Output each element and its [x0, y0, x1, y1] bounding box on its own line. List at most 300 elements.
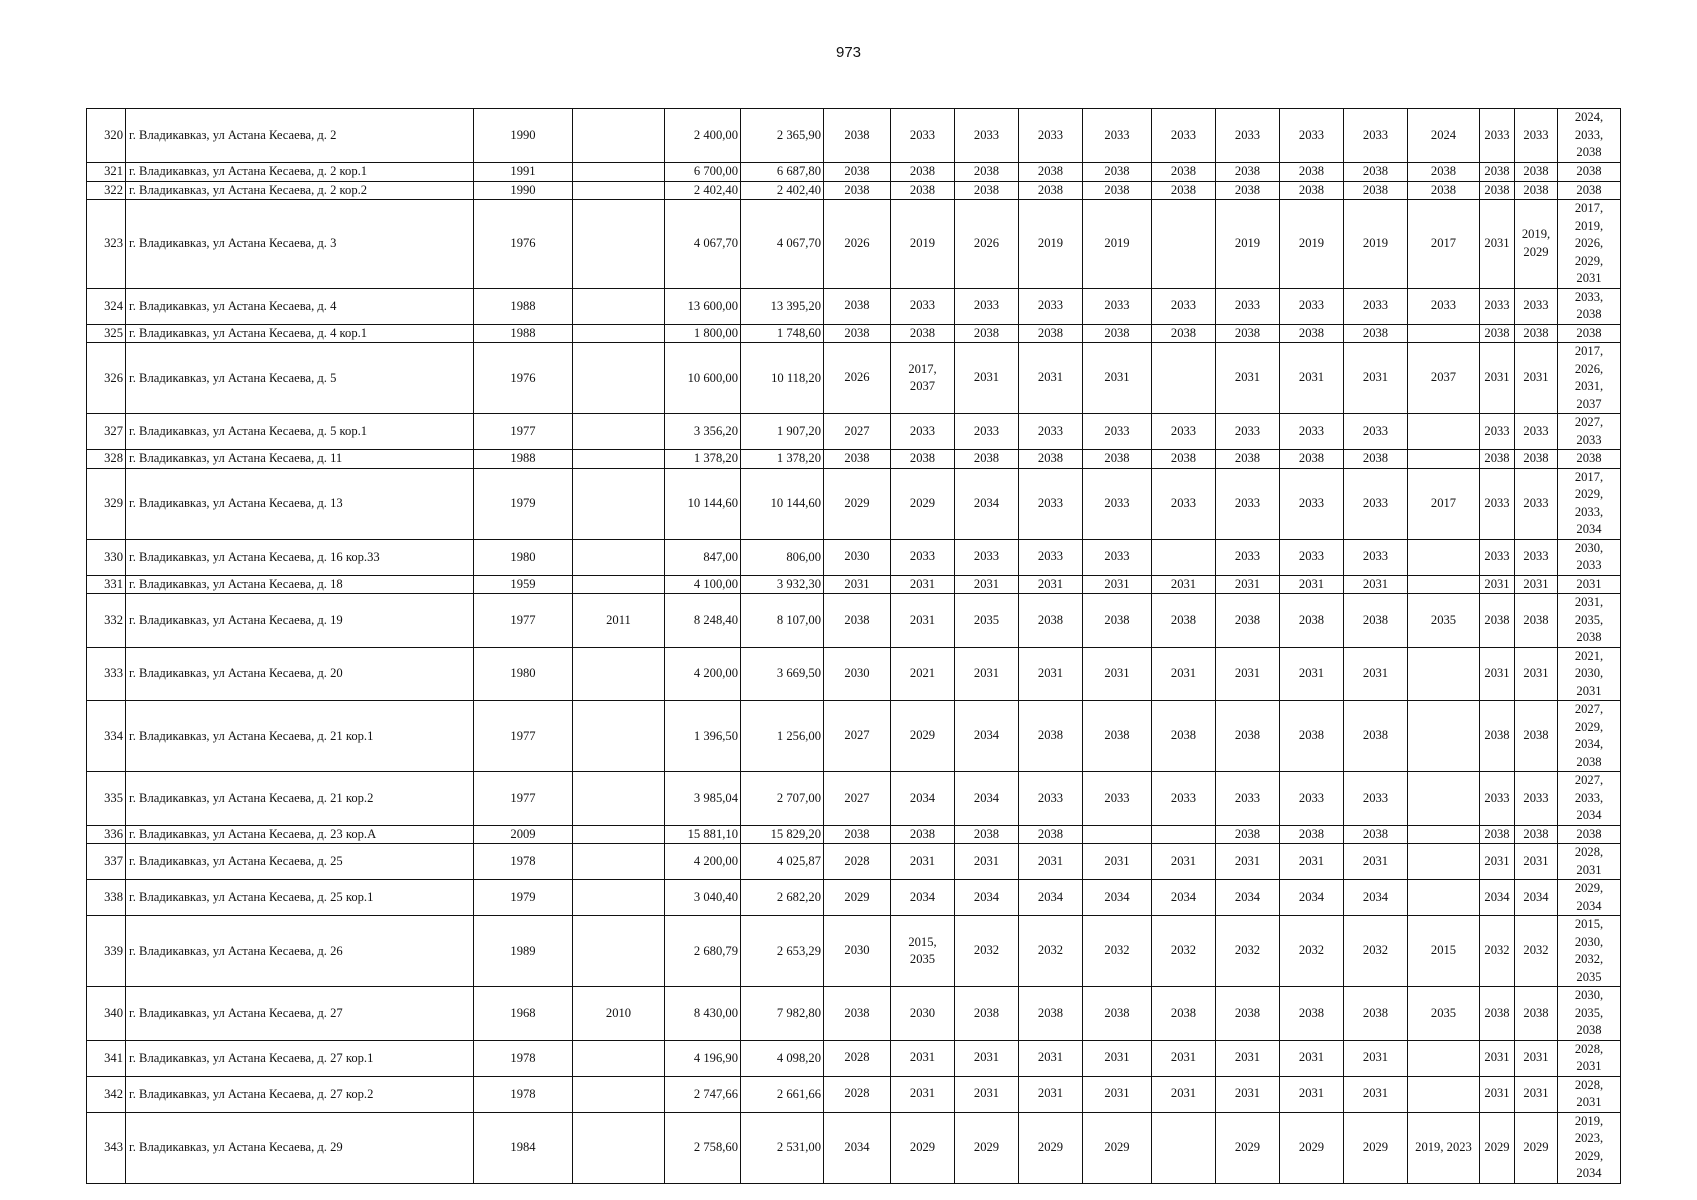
build-year-cell: 1979 — [474, 880, 573, 916]
table-row — [87, 200, 1621, 289]
repair-year-cell: 2031 — [1344, 575, 1408, 594]
repair-year-cell: 2030, 2033 — [1558, 539, 1621, 575]
repair-year-cell: 2038 — [1280, 987, 1344, 1041]
build-year-cell: 1980 — [474, 647, 573, 701]
renovation-year-cell — [573, 1112, 665, 1183]
repair-year-cell: 2034 — [824, 1112, 891, 1183]
repair-year-cell: 2033 — [1480, 539, 1515, 575]
repair-year-cell: 2029 — [891, 468, 955, 539]
repair-year-cell: 2034 — [955, 772, 1019, 826]
living-area-cell: 10 144,60 — [741, 468, 824, 539]
repair-year-cell: 2019, 2023 — [1408, 1112, 1480, 1183]
table-row — [87, 701, 1621, 772]
build-year-cell: 1988 — [474, 324, 573, 343]
repair-year-cell: 2026 — [824, 200, 891, 289]
total-area-cell: 4 196,90 — [665, 1040, 741, 1076]
repair-year-cell: 2038 — [1216, 701, 1280, 772]
repair-year-cell: 2033 — [891, 109, 955, 163]
repair-year-cell — [1408, 539, 1480, 575]
repair-year-cell: 2038 — [824, 181, 891, 200]
table-row — [87, 539, 1621, 575]
repair-year-cell: 2038 — [1152, 594, 1216, 648]
repair-year-cell: 2038 — [1280, 450, 1344, 469]
address-cell: г. Владикавказ, ул Астана Кесаева, д. 5 — [126, 343, 474, 414]
table-row — [87, 1040, 1621, 1076]
row-number-cell: 325 — [87, 324, 126, 343]
repair-year-cell: 2019 — [1019, 200, 1083, 289]
repair-year-cell: 2033 — [1344, 468, 1408, 539]
repair-year-cell: 2033 — [1019, 468, 1083, 539]
repair-year-cell: 2038 — [1083, 181, 1152, 200]
repair-year-cell: 2034 — [891, 880, 955, 916]
row-number-cell: 341 — [87, 1040, 126, 1076]
repair-year-cell: 2031 — [1280, 844, 1344, 880]
repair-year-cell: 2038 — [891, 825, 955, 844]
repair-year-cell: 2017, 2037 — [891, 343, 955, 414]
repair-year-cell: 2033 — [955, 414, 1019, 450]
living-area-cell: 4 098,20 — [741, 1040, 824, 1076]
living-area-cell: 8 107,00 — [741, 594, 824, 648]
repair-year-cell: 2026 — [824, 343, 891, 414]
renovation-year-cell — [573, 468, 665, 539]
repair-year-cell: 2027 — [824, 701, 891, 772]
repair-year-cell: 2019 — [891, 200, 955, 289]
living-area-cell: 806,00 — [741, 539, 824, 575]
repair-year-cell: 2029 — [955, 1112, 1019, 1183]
repair-year-cell: 2038 — [891, 450, 955, 469]
repair-year-cell: 2031 — [1515, 647, 1558, 701]
repair-year-cell: 2031 — [891, 1076, 955, 1112]
repair-year-cell: 2033 — [1083, 288, 1152, 324]
renovation-year-cell — [573, 200, 665, 289]
repair-year-cell: 2038 — [1408, 181, 1480, 200]
build-year-cell: 1978 — [474, 844, 573, 880]
repair-year-cell: 2038 — [1216, 181, 1280, 200]
total-area-cell: 8 430,00 — [665, 987, 741, 1041]
repair-year-cell: 2038 — [1558, 324, 1621, 343]
repair-year-cell — [1408, 1076, 1480, 1112]
repair-year-cell — [1408, 701, 1480, 772]
repair-year-cell: 2038 — [1480, 324, 1515, 343]
repair-year-cell: 2031 — [891, 594, 955, 648]
living-area-cell: 3 669,50 — [741, 647, 824, 701]
table-row — [87, 772, 1621, 826]
repair-year-cell: 2033 — [1019, 288, 1083, 324]
repair-year-cell — [1408, 1040, 1480, 1076]
repair-year-cell: 2038 — [1280, 181, 1344, 200]
renovation-year-cell — [573, 181, 665, 200]
repair-year-cell: 2032 — [1344, 916, 1408, 987]
repair-year-cell — [1408, 414, 1480, 450]
repair-year-cell: 2029 — [824, 468, 891, 539]
repair-year-cell: 2033 — [955, 539, 1019, 575]
row-number-cell: 343 — [87, 1112, 126, 1183]
repair-year-cell: 2029 — [1515, 1112, 1558, 1183]
renovation-year-cell — [573, 647, 665, 701]
repair-year-cell: 2038 — [1216, 163, 1280, 182]
repair-year-cell: 2034 — [1480, 880, 1515, 916]
table-row — [87, 109, 1621, 163]
repair-year-cell: 2031 — [1280, 343, 1344, 414]
repair-year-cell: 2033 — [1019, 539, 1083, 575]
row-number-cell: 337 — [87, 844, 126, 880]
living-area-cell: 2 707,00 — [741, 772, 824, 826]
repair-year-cell: 2038 — [1152, 701, 1216, 772]
repair-year-cell: 2027, 2029, 2034, 2038 — [1558, 701, 1621, 772]
living-area-cell: 2 653,29 — [741, 916, 824, 987]
repair-year-cell: 2033 — [1344, 109, 1408, 163]
repair-year-cell: 2038 — [1344, 163, 1408, 182]
total-area-cell: 4 200,00 — [665, 844, 741, 880]
repair-year-cell: 2031 — [1019, 575, 1083, 594]
repair-year-cell: 2032 — [1019, 916, 1083, 987]
repair-year-cell: 2028 — [824, 844, 891, 880]
repair-year-cell: 2031 — [1515, 844, 1558, 880]
repair-year-cell: 2038 — [1019, 987, 1083, 1041]
repair-year-cell: 2033 — [891, 414, 955, 450]
repair-year-cell: 2027, 2033 — [1558, 414, 1621, 450]
repair-year-cell: 2033 — [1152, 414, 1216, 450]
address-cell: г. Владикавказ, ул Астана Кесаева, д. 11 — [126, 450, 474, 469]
repair-year-cell: 2038 — [1480, 181, 1515, 200]
repair-year-cell: 2038 — [1083, 450, 1152, 469]
repair-year-cell: 2015, 2035 — [891, 916, 955, 987]
repair-year-cell: 2038 — [1515, 594, 1558, 648]
row-number-cell: 338 — [87, 880, 126, 916]
build-year-cell: 1984 — [474, 1112, 573, 1183]
repair-year-cell: 2029 — [891, 701, 955, 772]
repair-year-cell: 2031 — [1083, 343, 1152, 414]
repair-year-cell: 2038 — [1216, 825, 1280, 844]
repair-year-cell: 2033 — [1019, 772, 1083, 826]
repair-year-cell: 2038 — [1216, 594, 1280, 648]
repair-year-cell — [1408, 647, 1480, 701]
repair-year-cell — [1408, 324, 1480, 343]
table-row — [87, 450, 1621, 469]
repair-year-cell: 2033 — [1083, 109, 1152, 163]
repair-year-cell: 2038 — [955, 987, 1019, 1041]
row-number-cell: 321 — [87, 163, 126, 182]
address-cell: г. Владикавказ, ул Астана Кесаева, д. 5 кор.1 — [126, 414, 474, 450]
repair-year-cell: 2033 — [1280, 539, 1344, 575]
repair-year-cell: 2033 — [1480, 468, 1515, 539]
renovation-year-cell — [573, 324, 665, 343]
housing-table — [86, 108, 1621, 1184]
renovation-year-cell — [573, 844, 665, 880]
repair-year-cell: 2033 — [1083, 414, 1152, 450]
renovation-year-cell — [573, 825, 665, 844]
living-area-cell: 1 378,20 — [741, 450, 824, 469]
repair-year-cell: 2029 — [1216, 1112, 1280, 1183]
address-cell: г. Владикавказ, ул Астана Кесаева, д. 21 кор.1 — [126, 701, 474, 772]
repair-year-cell: 2029 — [1280, 1112, 1344, 1183]
repair-year-cell: 2038 — [1019, 825, 1083, 844]
total-area-cell: 8 248,40 — [665, 594, 741, 648]
repair-year-cell: 2037 — [1408, 343, 1480, 414]
renovation-year-cell — [573, 414, 665, 450]
repair-year-cell: 2017 — [1408, 200, 1480, 289]
repair-year-cell: 2019 — [1344, 200, 1408, 289]
table-row — [87, 1076, 1621, 1112]
total-area-cell: 2 680,79 — [665, 916, 741, 987]
repair-year-cell: 2031 — [1152, 647, 1216, 701]
repair-year-cell — [1152, 1112, 1216, 1183]
repair-year-cell: 2033 — [1152, 288, 1216, 324]
repair-year-cell: 2027 — [824, 414, 891, 450]
address-cell: г. Владикавказ, ул Астана Кесаева, д. 13 — [126, 468, 474, 539]
repair-year-cell: 2031 — [1515, 343, 1558, 414]
repair-year-cell — [1152, 343, 1216, 414]
table-row — [87, 880, 1621, 916]
repair-year-cell: 2031 — [1152, 844, 1216, 880]
build-year-cell: 1977 — [474, 701, 573, 772]
total-area-cell: 2 402,40 — [665, 181, 741, 200]
repair-year-cell: 2029, 2034 — [1558, 880, 1621, 916]
total-area-cell: 10 144,60 — [665, 468, 741, 539]
repair-year-cell: 2038 — [1558, 163, 1621, 182]
address-cell: г. Владикавказ, ул Астана Кесаева, д. 19 — [126, 594, 474, 648]
repair-year-cell: 2031 — [891, 1040, 955, 1076]
repair-year-cell: 2031 — [1083, 1076, 1152, 1112]
repair-year-cell: 2033 — [1344, 772, 1408, 826]
repair-year-cell: 2031 — [1480, 343, 1515, 414]
repair-year-cell: 2031 — [1558, 575, 1621, 594]
repair-year-cell — [1408, 880, 1480, 916]
repair-year-cell: 2038 — [1019, 450, 1083, 469]
repair-year-cell: 2028, 2031 — [1558, 844, 1621, 880]
repair-year-cell: 2038 — [1344, 324, 1408, 343]
repair-year-cell: 2031 — [1515, 1040, 1558, 1076]
repair-year-cell: 2033 — [1515, 539, 1558, 575]
build-year-cell: 1989 — [474, 916, 573, 987]
living-area-cell: 1 748,60 — [741, 324, 824, 343]
repair-year-cell: 2034 — [955, 880, 1019, 916]
address-cell: г. Владикавказ, ул Астана Кесаева, д. 27 кор.1 — [126, 1040, 474, 1076]
renovation-year-cell — [573, 1076, 665, 1112]
repair-year-cell: 2033 — [1480, 109, 1515, 163]
table-row — [87, 1112, 1621, 1183]
renovation-year-cell — [573, 343, 665, 414]
repair-year-cell: 2038 — [1480, 825, 1515, 844]
table-row — [87, 324, 1621, 343]
row-number-cell: 324 — [87, 288, 126, 324]
repair-year-cell: 2038 — [1019, 181, 1083, 200]
repair-year-cell: 2035 — [1408, 987, 1480, 1041]
repair-year-cell: 2038 — [1480, 594, 1515, 648]
repair-year-cell: 2030 — [824, 916, 891, 987]
row-number-cell: 331 — [87, 575, 126, 594]
table-row — [87, 825, 1621, 844]
build-year-cell: 1977 — [474, 772, 573, 826]
repair-year-cell: 2033 — [1216, 288, 1280, 324]
repair-year-cell: 2024 — [1408, 109, 1480, 163]
renovation-year-cell — [573, 539, 665, 575]
repair-year-cell: 2038 — [1558, 450, 1621, 469]
repair-year-cell: 2028 — [824, 1076, 891, 1112]
repair-year-cell: 2033 — [1216, 468, 1280, 539]
repair-year-cell: 2034 — [1019, 880, 1083, 916]
repair-year-cell: 2030 — [891, 987, 955, 1041]
repair-year-cell: 2032 — [955, 916, 1019, 987]
address-cell: г. Владикавказ, ул Астана Кесаева, д. 18 — [126, 575, 474, 594]
repair-year-cell: 2031 — [1019, 647, 1083, 701]
table-row — [87, 181, 1621, 200]
repair-year-cell: 2031 — [955, 1040, 1019, 1076]
row-number-cell: 323 — [87, 200, 126, 289]
table-row — [87, 575, 1621, 594]
living-area-cell: 2 402,40 — [741, 181, 824, 200]
repair-year-cell: 2032 — [1216, 916, 1280, 987]
repair-year-cell: 2038 — [1216, 450, 1280, 469]
renovation-year-cell — [573, 772, 665, 826]
repair-year-cell: 2021, 2030, 2031 — [1558, 647, 1621, 701]
repair-year-cell: 2038 — [1083, 594, 1152, 648]
repair-year-cell: 2038 — [891, 181, 955, 200]
build-year-cell: 1977 — [474, 414, 573, 450]
repair-year-cell: 2031 — [1480, 844, 1515, 880]
repair-year-cell: 2031 — [1344, 844, 1408, 880]
total-area-cell: 3 040,40 — [665, 880, 741, 916]
repair-year-cell: 2031 — [1216, 647, 1280, 701]
repair-year-cell: 2038 — [1152, 987, 1216, 1041]
repair-year-cell: 2033 — [955, 288, 1019, 324]
repair-year-cell: 2031 — [1216, 844, 1280, 880]
repair-year-cell: 2033 — [955, 109, 1019, 163]
living-area-cell: 3 932,30 — [741, 575, 824, 594]
repair-year-cell: 2015, 2030, 2032, 2035 — [1558, 916, 1621, 987]
repair-year-cell: 2015 — [1408, 916, 1480, 987]
repair-year-cell: 2033 — [1152, 772, 1216, 826]
repair-year-cell: 2031 — [1083, 1040, 1152, 1076]
renovation-year-cell: 2010 — [573, 987, 665, 1041]
repair-year-cell: 2032 — [1280, 916, 1344, 987]
repair-year-cell: 2038 — [891, 163, 955, 182]
repair-year-cell: 2033 — [1216, 109, 1280, 163]
repair-year-cell: 2038 — [1216, 324, 1280, 343]
build-year-cell: 1978 — [474, 1040, 573, 1076]
repair-year-cell — [1408, 450, 1480, 469]
repair-year-cell: 2038 — [824, 324, 891, 343]
repair-year-cell: 2033 — [1408, 288, 1480, 324]
renovation-year-cell — [573, 880, 665, 916]
repair-year-cell: 2017, 2029, 2033, 2034 — [1558, 468, 1621, 539]
repair-year-cell: 2019 — [1216, 200, 1280, 289]
build-year-cell: 1988 — [474, 288, 573, 324]
renovation-year-cell: 2011 — [573, 594, 665, 648]
repair-year-cell: 2038 — [824, 163, 891, 182]
build-year-cell: 1979 — [474, 468, 573, 539]
build-year-cell: 2009 — [474, 825, 573, 844]
total-area-cell: 1 800,00 — [665, 324, 741, 343]
repair-year-cell: 2034 — [1152, 880, 1216, 916]
total-area-cell: 4 067,70 — [665, 200, 741, 289]
repair-year-cell: 2031 — [1480, 200, 1515, 289]
repair-year-cell: 2034 — [955, 701, 1019, 772]
repair-year-cell: 2033 — [1083, 772, 1152, 826]
repair-year-cell: 2031 — [1280, 1040, 1344, 1076]
repair-year-cell: 2031 — [1019, 844, 1083, 880]
build-year-cell: 1976 — [474, 200, 573, 289]
repair-year-cell: 2033 — [1280, 772, 1344, 826]
build-year-cell: 1988 — [474, 450, 573, 469]
repair-year-cell: 2019 — [1280, 200, 1344, 289]
repair-year-cell: 2031 — [1344, 343, 1408, 414]
total-area-cell: 1 378,20 — [665, 450, 741, 469]
repair-year-cell: 2030 — [824, 539, 891, 575]
repair-year-cell — [1152, 825, 1216, 844]
repair-year-cell: 2038 — [1083, 163, 1152, 182]
repair-year-cell: 2029 — [1480, 1112, 1515, 1183]
renovation-year-cell — [573, 163, 665, 182]
living-area-cell: 4 025,87 — [741, 844, 824, 880]
repair-year-cell: 2031 — [955, 844, 1019, 880]
repair-year-cell: 2033 — [1344, 414, 1408, 450]
repair-year-cell: 2038 — [955, 163, 1019, 182]
repair-year-cell: 2034 — [1515, 880, 1558, 916]
repair-year-cell: 2019 — [1083, 200, 1152, 289]
living-area-cell: 2 365,90 — [741, 109, 824, 163]
repair-year-cell: 2038 — [955, 450, 1019, 469]
repair-year-cell: 2028, 2031 — [1558, 1040, 1621, 1076]
build-year-cell: 1980 — [474, 539, 573, 575]
repair-year-cell: 2031 — [955, 1076, 1019, 1112]
repair-year-cell: 2029 — [1344, 1112, 1408, 1183]
repair-year-cell: 2031 — [955, 575, 1019, 594]
repair-year-cell: 2033 — [1280, 414, 1344, 450]
repair-year-cell: 2033 — [891, 288, 955, 324]
repair-year-cell: 2038 — [824, 825, 891, 844]
repair-year-cell: 2029 — [1083, 1112, 1152, 1183]
repair-year-cell — [1408, 772, 1480, 826]
total-area-cell: 3 985,04 — [665, 772, 741, 826]
repair-year-cell: 2038 — [1019, 594, 1083, 648]
repair-year-cell: 2038 — [1216, 987, 1280, 1041]
repair-year-cell: 2033 — [1280, 288, 1344, 324]
build-year-cell: 1978 — [474, 1076, 573, 1112]
repair-year-cell: 2021 — [891, 647, 955, 701]
repair-year-cell: 2033 — [1083, 539, 1152, 575]
table-row — [87, 916, 1621, 987]
repair-year-cell: 2027, 2033, 2034 — [1558, 772, 1621, 826]
repair-year-cell: 2038 — [1280, 701, 1344, 772]
total-area-cell: 847,00 — [665, 539, 741, 575]
repair-year-cell: 2032 — [1515, 916, 1558, 987]
repair-year-cell: 2031 — [1152, 1040, 1216, 1076]
repair-year-cell: 2038 — [1344, 701, 1408, 772]
renovation-year-cell — [573, 109, 665, 163]
living-area-cell: 6 687,80 — [741, 163, 824, 182]
repair-year-cell: 2038 — [1515, 825, 1558, 844]
repair-year-cell: 2031 — [1480, 647, 1515, 701]
repair-year-cell: 2031 — [1216, 1040, 1280, 1076]
repair-year-cell: 2019, 2023, 2029, 2034 — [1558, 1112, 1621, 1183]
repair-year-cell: 2038 — [1152, 163, 1216, 182]
repair-year-cell: 2031 — [1152, 575, 1216, 594]
row-number-cell: 326 — [87, 343, 126, 414]
repair-year-cell: 2038 — [1480, 987, 1515, 1041]
repair-year-cell: 2031 — [1280, 575, 1344, 594]
repair-year-cell: 2033 — [1280, 109, 1344, 163]
living-area-cell: 15 829,20 — [741, 825, 824, 844]
repair-year-cell: 2029 — [891, 1112, 955, 1183]
repair-year-cell — [1408, 844, 1480, 880]
repair-year-cell: 2031 — [1280, 1076, 1344, 1112]
repair-year-cell: 2031 — [1480, 1076, 1515, 1112]
repair-year-cell: 2038 — [1558, 825, 1621, 844]
total-area-cell: 4 100,00 — [665, 575, 741, 594]
repair-year-cell: 2038 — [1480, 163, 1515, 182]
repair-year-cell: 2033 — [1480, 414, 1515, 450]
